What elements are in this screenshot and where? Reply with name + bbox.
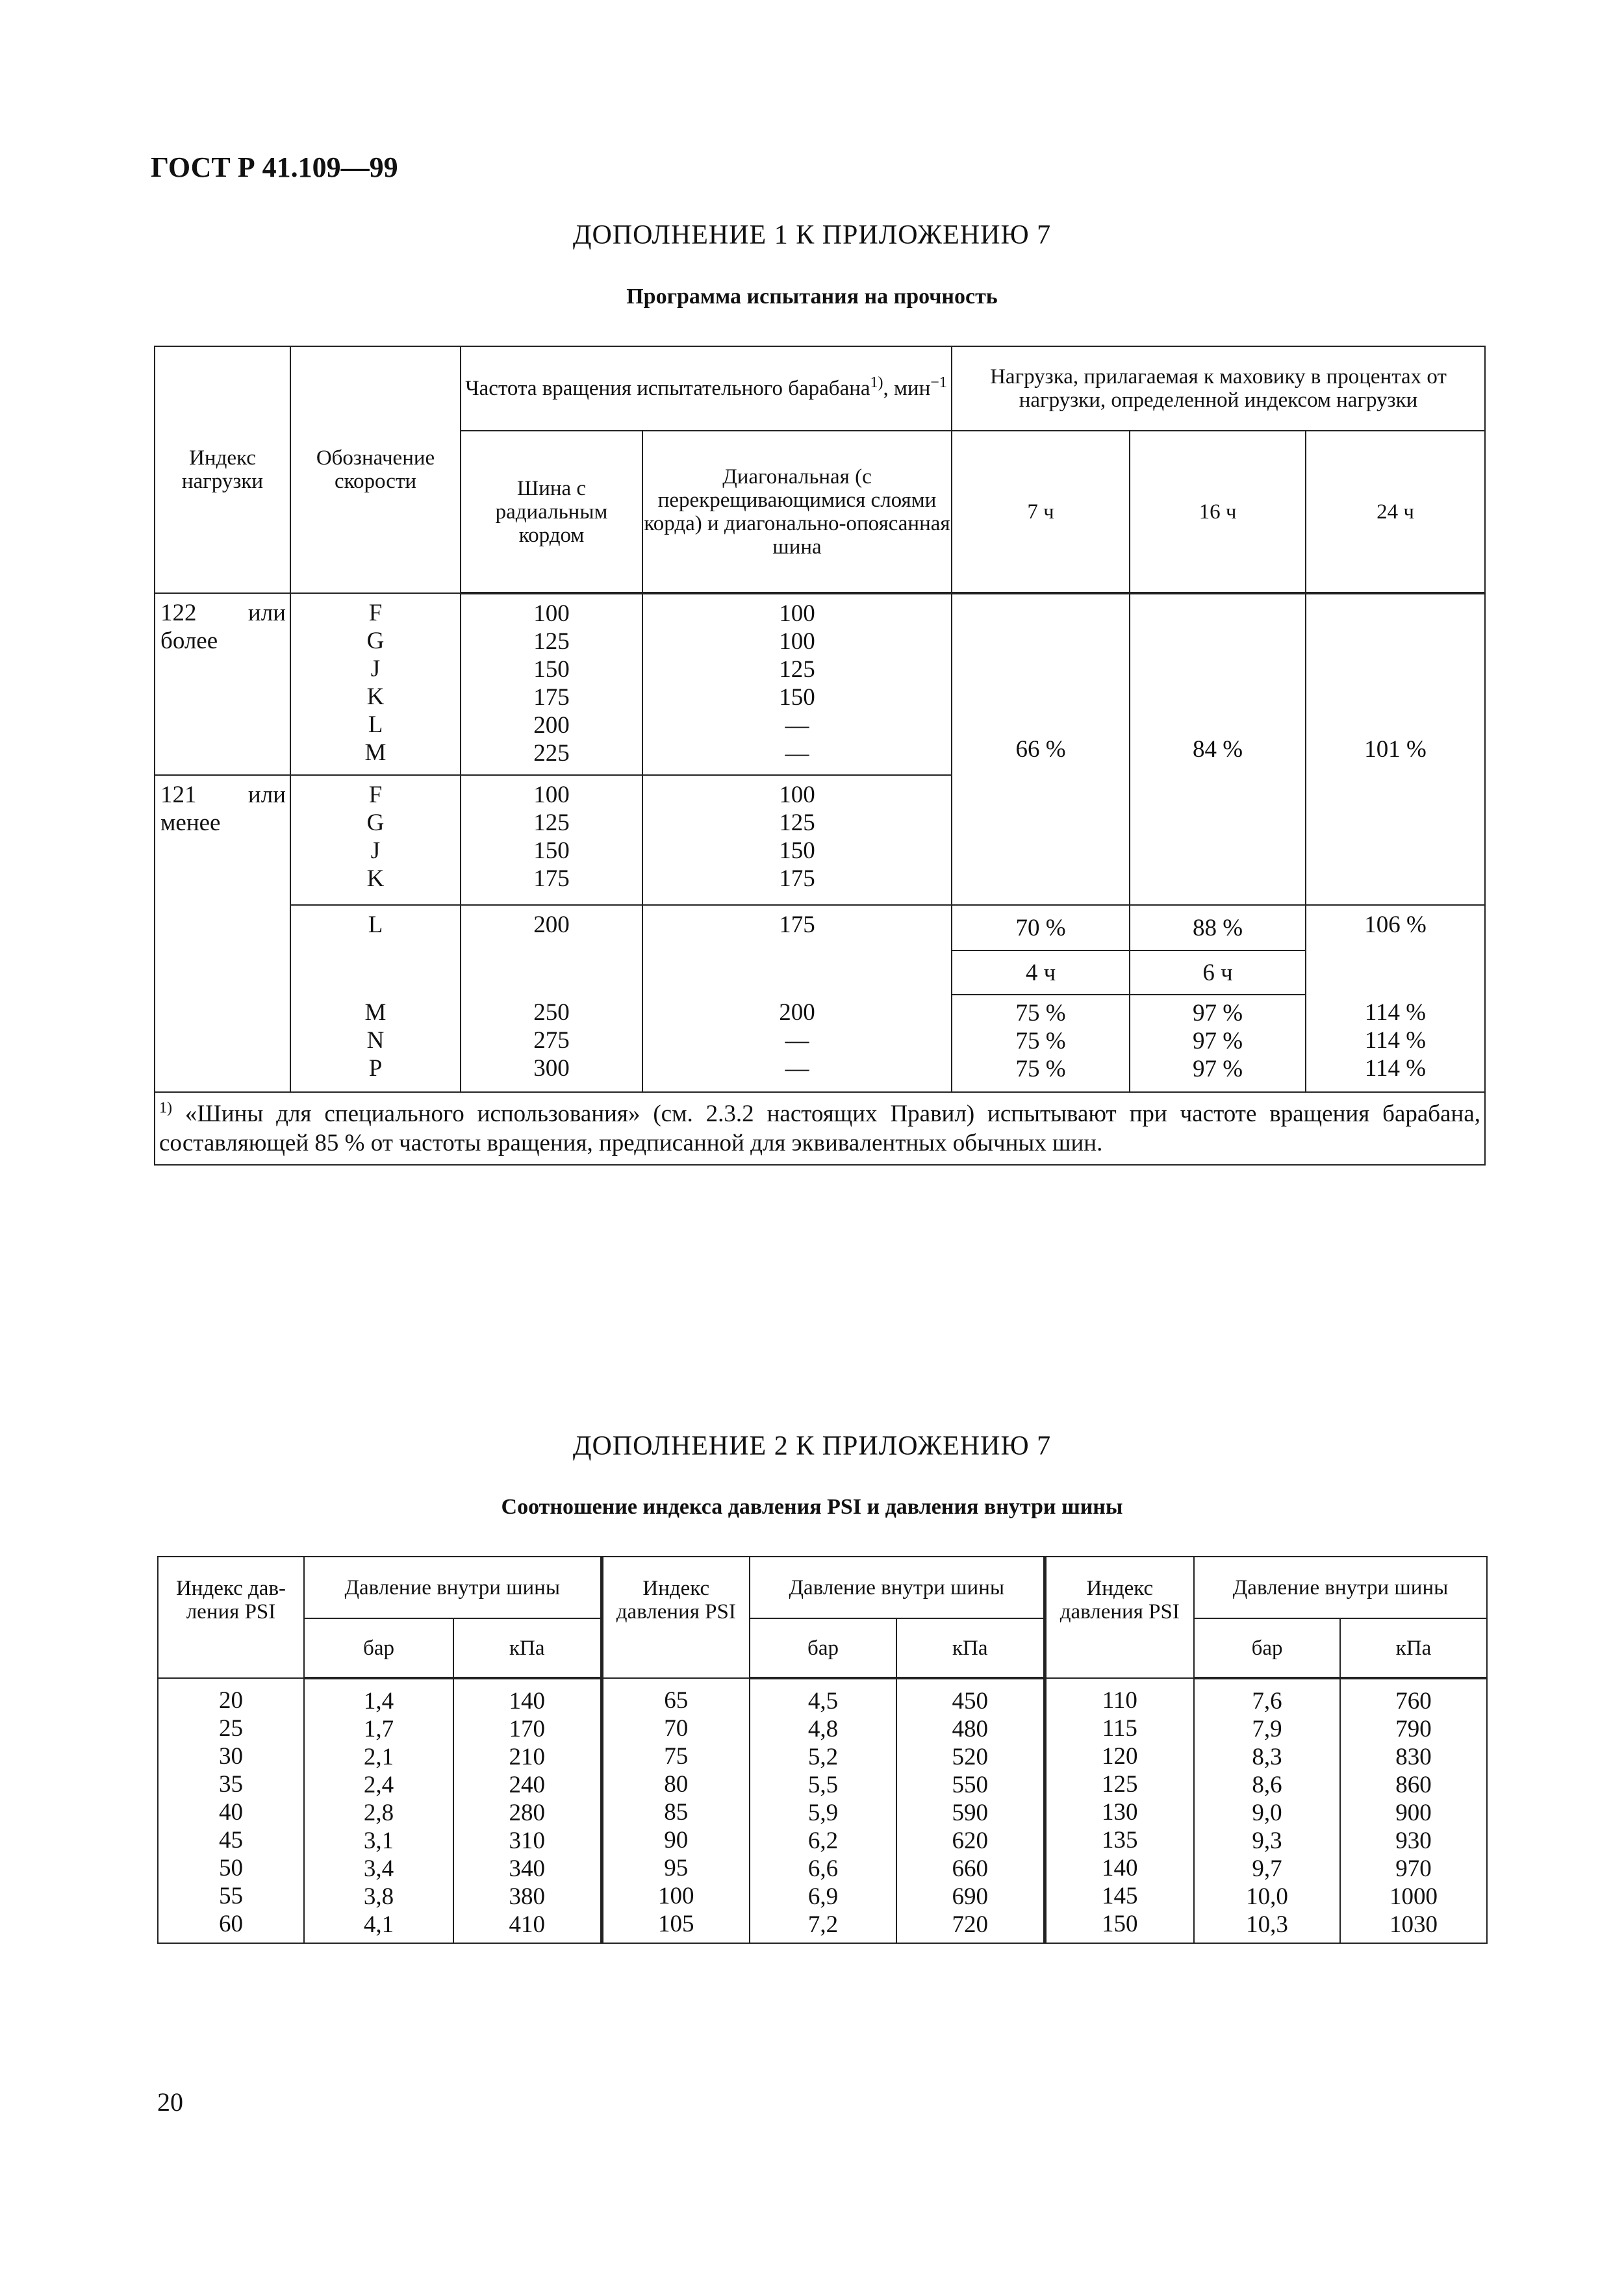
load-24h-group-3: 114 % 114 % 114 % (1306, 995, 1485, 1092)
header-flywheel-load: Нагрузка, прилагаемая к маховику в процентах от нагрузки, определенной индексом нагрузки (952, 346, 1485, 431)
supplement-1-title: ДОПОЛНЕНИЕ 1 К ПРИЛОЖЕНИЮ 7 (572, 220, 1052, 250)
table-footnote (155, 1092, 1485, 1165)
header-psi-index-1: Индекс дав-ления PSI (158, 1557, 304, 1678)
speed-symbol-spacer (290, 950, 461, 995)
header-bar-1: бар (304, 1618, 453, 1678)
header-drum-speed: Частота вращения испытательного барабана$^{1)}$, мин$^{-1}$ (461, 346, 952, 431)
footnote-text: «Шины для специального использования» (см. 2.3.2 настоящих Правил) испытывают при частоте вращения барабана, составляющей 85 % от частоты вращения, предписанной для эквивалентных обычных шин. (159, 1101, 1481, 1156)
radial-speed-spacer (461, 950, 642, 995)
bar-column-3: 7,6 7,9 8,3 8,6 9,0 9,3 9,7 10,0 10,3 (1194, 1678, 1340, 1943)
header-load-index: Индекс нагрузки (155, 346, 290, 593)
diagonal-speeds-group-2: 100 125 150 175 (642, 775, 952, 905)
load-index-122-or-more: 122 или более (155, 593, 290, 775)
diagonal-speed-L: 175 (642, 905, 952, 950)
diagonal-speed-spacer (642, 950, 952, 995)
load-7h-L: 70 % (952, 905, 1130, 950)
diagonal-speeds-group-1: 100 100 125 150 — — (642, 593, 952, 775)
header-diagonal-tyre: Диагональная (с перекрещивающимися слоями корда) и диагонально-опоясанная шина (642, 431, 952, 593)
header-7h: 7 ч (952, 431, 1130, 593)
supplement-1-subtitle: Программа испытания на прочность (626, 285, 998, 309)
psi-column-1: 20 25 30 35 40 45 50 55 60 (158, 1678, 304, 1943)
header-bar-3: бар (1194, 1618, 1340, 1678)
kpa-column-3: 760 790 830 860 900 930 970 1000 1030 (1340, 1678, 1487, 1943)
diagonal-speeds-group-3: 200 — — (642, 995, 952, 1092)
header-16h: 16 ч (1130, 431, 1306, 593)
kpa-column-1: 140 170 210 240 280 310 340 380 410 (453, 1678, 602, 1943)
header-psi-index-3: Индекс давления PSI (1045, 1557, 1194, 1678)
psi-pressure-table (157, 1556, 1488, 1944)
header-pressure-3: Давление внутри шины (1194, 1557, 1487, 1618)
load-16h-L: 88 % (1130, 905, 1306, 950)
header-24h: 24 ч (1306, 431, 1485, 593)
radial-speeds-group-3: 250 275 300 (461, 995, 642, 1092)
header-bar-2: бар (750, 1618, 896, 1678)
header-kpa-1: кПа (453, 1618, 602, 1678)
bar-column-1: 1,4 1,7 2,1 2,4 2,8 3,1 3,4 3,8 4,1 (304, 1678, 453, 1943)
psi-column-2: 65 70 75 80 85 90 95 100 105 (602, 1678, 750, 1943)
load-24h-merged: 101 % (1306, 593, 1485, 905)
load-24h-L: 106 % (1306, 905, 1485, 950)
bar-column-2: 4,5 4,8 5,2 5,5 5,9 6,2 6,6 6,9 7,2 (750, 1678, 896, 1943)
load-index-continued (155, 905, 290, 1092)
load-6h-group-3: 97 % 97 % 97 % (1130, 995, 1306, 1092)
footnote-mark: 1) (159, 1099, 172, 1117)
header-psi-index-2: Индекс давления PSI (602, 1557, 750, 1678)
header-kpa-2: кПа (896, 1618, 1045, 1678)
kpa-column-2: 450 480 520 550 590 620 660 690 720 (896, 1678, 1045, 1943)
load-24h-spacer (1306, 950, 1485, 995)
speed-symbol-L: L (290, 905, 461, 950)
supplement-2-subtitle: Соотношение индекса давления PSI и давления внутри шины (501, 1495, 1123, 1519)
supplement-2-title: ДОПОЛНЕНИЕ 2 К ПРИЛОЖЕНИЮ 7 (572, 1431, 1052, 1461)
header-pressure-1: Давление внутри шины (304, 1557, 602, 1618)
header-pressure-2: Давление внутри шины (750, 1557, 1045, 1618)
radial-speed-L: 200 (461, 905, 642, 950)
psi-column-3: 110 115 120 125 130 135 140 145 150 (1045, 1678, 1194, 1943)
load-16h-merged: 84 % (1130, 593, 1306, 905)
header-4h: 4 ч (952, 950, 1130, 995)
load-index-121-or-less: 121 или менее (155, 775, 290, 905)
header-kpa-3: кПа (1340, 1618, 1487, 1678)
radial-speeds-group-2: 100 125 150 175 (461, 775, 642, 905)
document-code: ГОСТ Р 41.109—99 (151, 151, 398, 183)
speed-symbols-group-3: M N P (290, 995, 461, 1092)
header-6h: 6 ч (1130, 950, 1306, 995)
page-number: 20 (157, 2087, 183, 2117)
load-4h-group-3: 75 % 75 % 75 % (952, 995, 1130, 1092)
speed-symbols-group-2: F G J K (290, 775, 461, 905)
radial-speeds-group-1: 100 125 150 175 200 225 (461, 593, 642, 775)
load-7h-merged: 66 % (952, 593, 1130, 905)
header-speed-symbol: Обозначение скорости (290, 346, 461, 593)
speed-symbols-group-1: F G J K L M (290, 593, 461, 775)
header-radial-tyre: Шина с радиальным кордом (461, 431, 642, 593)
strength-test-table (154, 346, 1486, 1166)
